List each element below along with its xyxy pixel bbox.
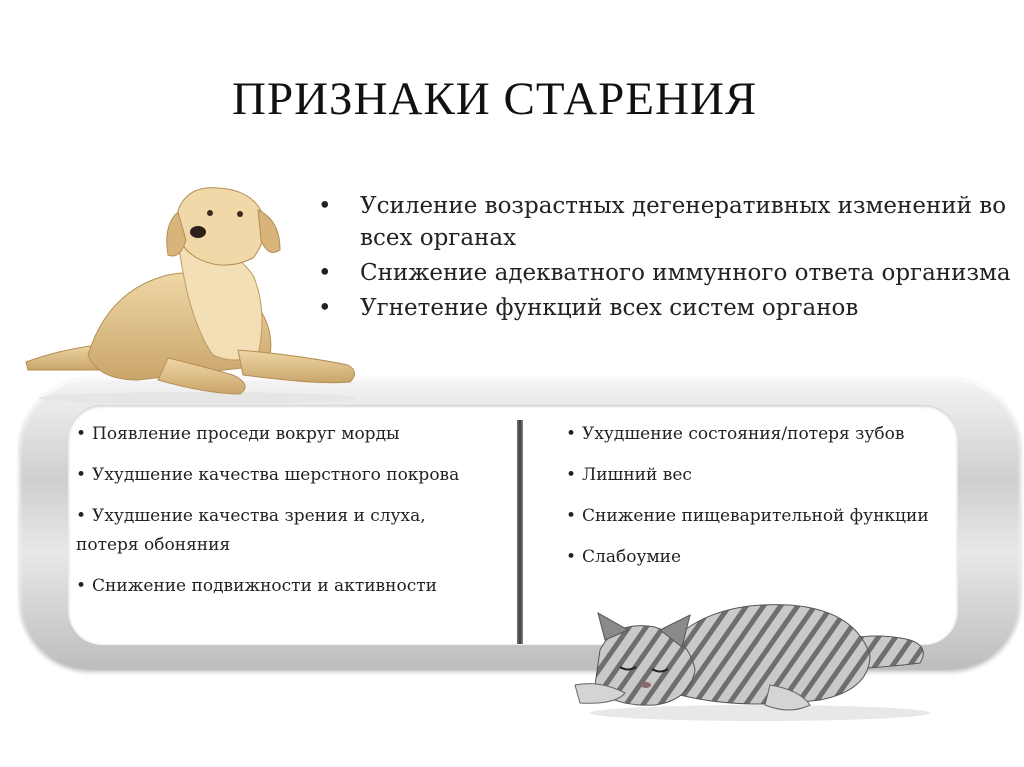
sign-text: Ухудшение состояния/потеря зубов [582,424,905,444]
bullet-icon: • [318,193,332,219]
list-item [566,461,958,490]
sign-text: Лишний вес [582,465,692,485]
bullet-icon: • [76,576,87,596]
sign-text: Появление проседи вокруг морды [92,424,400,444]
bullet-icon: • [566,424,577,444]
sign-text: Слабоумие [582,547,682,567]
list-item [566,502,958,531]
list-item [566,543,958,572]
list-item [76,572,516,601]
bullet-icon: • [76,506,87,526]
list-item [318,257,1024,289]
sign-text: Ухудшение качества шерстного покрова [92,465,460,485]
bullet-icon: • [566,547,577,567]
signs-list-right [566,420,958,584]
main-points-list [318,190,1024,327]
bullet-icon: • [566,506,577,526]
cat-image [570,585,930,725]
main-point-text: Угнетение функций всех систем органов [360,295,859,321]
list-item [76,502,516,560]
bullet-icon: • [318,260,332,286]
dog-image [18,180,363,405]
main-point-text: Усиление возрастных дегенеративных изменений во всех органах [360,193,1007,251]
sign-text: Снижение пищеварительной функции [582,506,929,526]
bullet-icon: • [318,295,332,321]
bullet-icon: • [76,424,87,444]
column-divider [517,420,523,644]
main-point-text: Снижение адекватного иммунного ответа организма [360,260,1011,286]
list-item [318,292,1024,324]
sign-text: Снижение подвижности и активности [92,576,437,596]
bullet-icon: • [76,465,87,485]
list-item [76,420,516,449]
sign-text: Ухудшение качества зрения и слуха, [92,506,426,526]
list-item [318,190,1024,254]
signs-list-left [76,420,516,613]
slide-title: ПРИЗНАКИ СТАРЕНИЯ [232,73,758,125]
bullet-icon: • [566,465,577,485]
list-item [566,420,958,449]
list-item [76,461,516,490]
sign-text-continued: потеря обоняния [76,535,231,555]
